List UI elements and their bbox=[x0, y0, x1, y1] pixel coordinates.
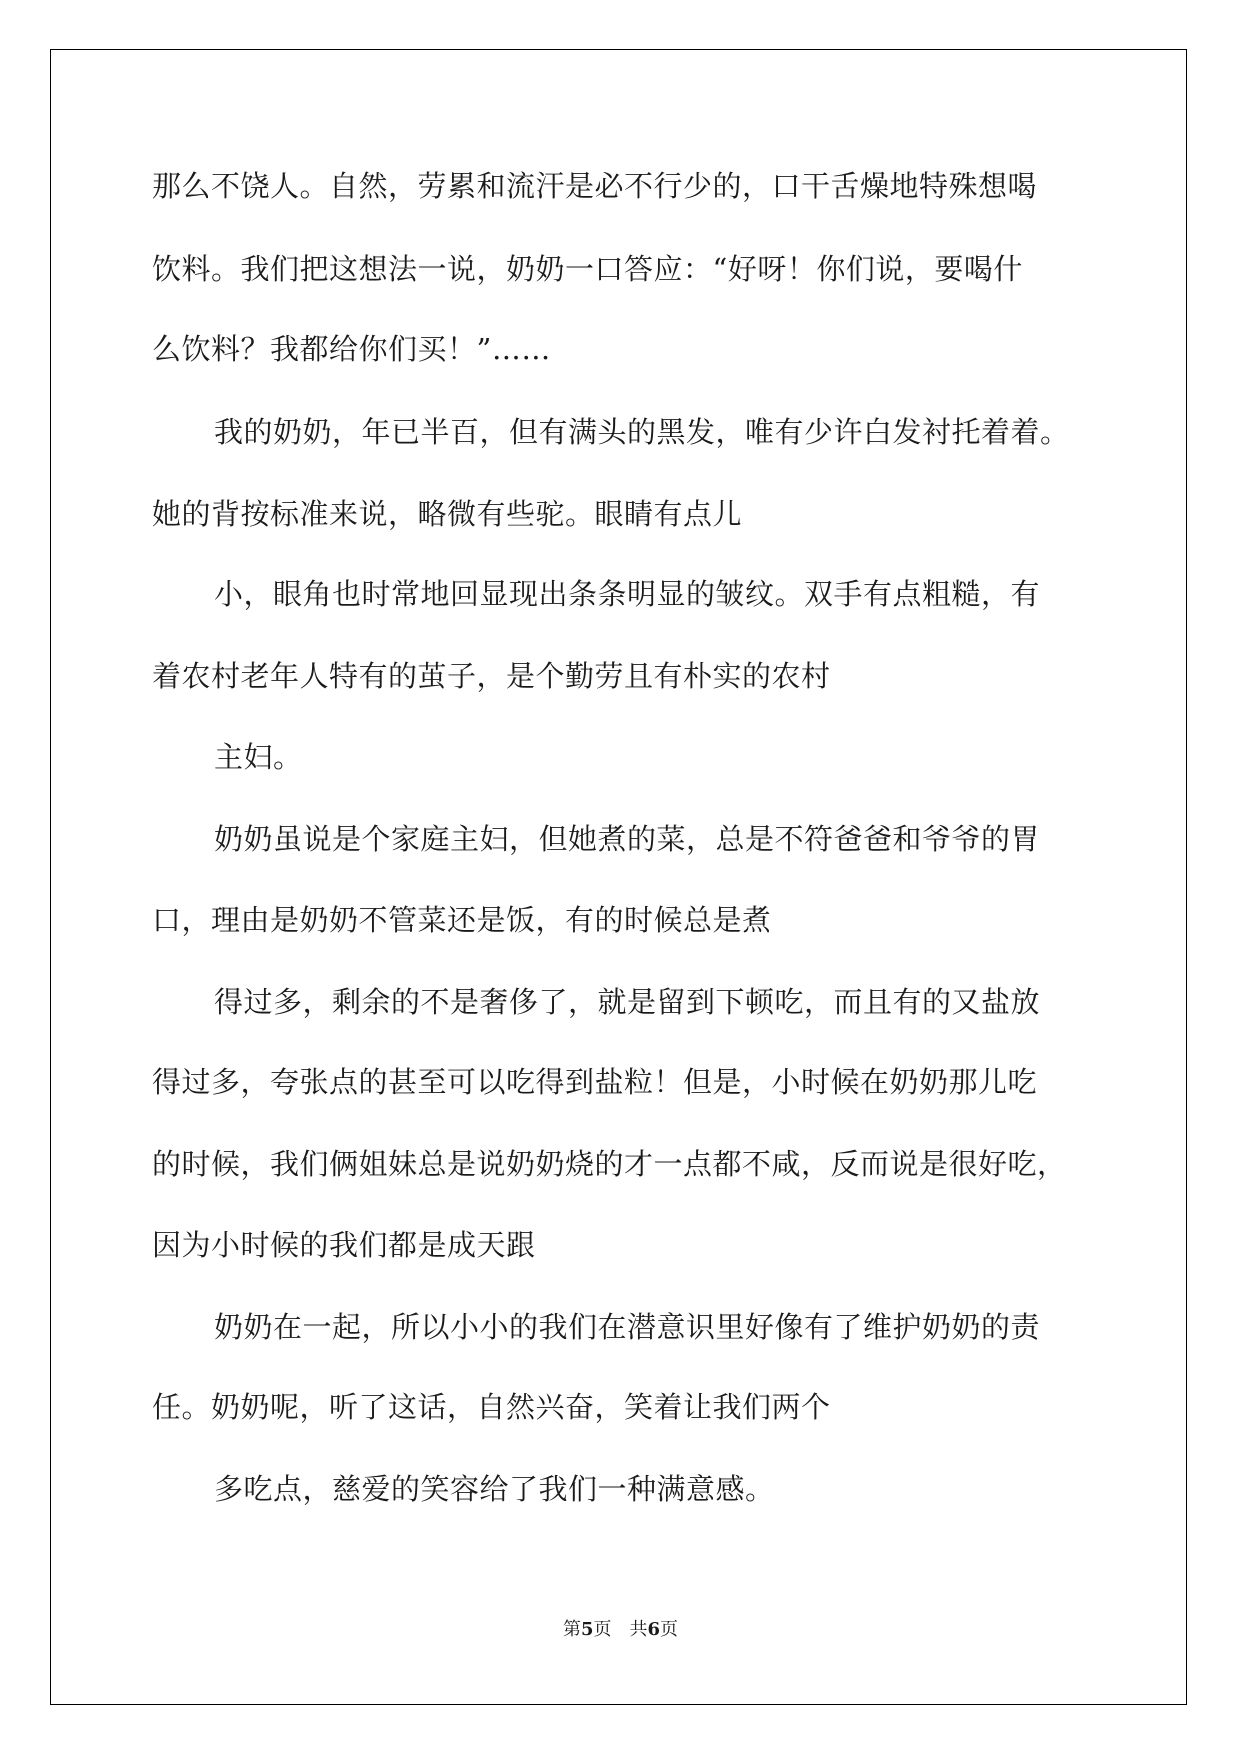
text-line: 多吃点，慈爱的笑容给了我们一种满意感。 bbox=[214, 1472, 775, 1506]
page-footer bbox=[0, 1615, 1241, 1641]
text-line: 奶奶在一起，所以小小的我们在潜意识里好像有了维护奶奶的责 bbox=[214, 1310, 1041, 1344]
text-line: 主妇。 bbox=[214, 740, 303, 774]
text-line: 奶奶虽说是个家庭主妇，但她煮的菜，总是不符爸爸和爷爷的胃 bbox=[214, 822, 1041, 856]
text-line: 小，眼角也时常地回显现出条条明显的皱纹。双手有点粗糙，有 bbox=[214, 577, 1041, 611]
text-line: 么饮料？我都给你们买！”…… bbox=[152, 332, 551, 366]
text-line: 她的背按标准来说，略微有些驼。眼睛有点儿 bbox=[152, 497, 743, 531]
text-line: 着农村老年人特有的茧子，是个勤劳且有朴实的农村 bbox=[152, 659, 831, 693]
text-line: 口，理由是奶奶不管菜还是饭，有的时候总是煮 bbox=[152, 903, 772, 937]
text-line: 任。奶奶呢，听了这话，自然兴奋，笑着让我们两个 bbox=[152, 1390, 831, 1424]
text-line: 饮料。我们把这想法一说，奶奶一口答应：“好呀！你们说，要喝什 bbox=[152, 252, 1023, 286]
footer-suffix: 页 bbox=[660, 1619, 679, 1640]
footer-prefix: 第 bbox=[562, 1619, 581, 1640]
text-line: 得过多，剩余的不是奢侈了，就是留到下顿吃，而且有的又盐放 bbox=[214, 985, 1041, 1019]
text-line: 得过多，夸张点的甚至可以吃得到盐粒！但是，小时候在奶奶那儿吃 bbox=[152, 1065, 1038, 1099]
text-line: 我的奶奶，年已半百，但有满头的黑发，唯有少许白发衬托着着。 bbox=[214, 415, 1070, 449]
footer-page-number: 5 bbox=[580, 1619, 594, 1640]
footer-total-pages: 6 bbox=[647, 1619, 661, 1640]
text-line: 那么不饶人。自然，劳累和流汗是必不行少的，口干舌燥地特殊想喝 bbox=[152, 169, 1038, 203]
text-line: 的时候，我们俩姐妹总是说奶奶烧的才一点都不咸，反而说是很好吃， bbox=[152, 1147, 1067, 1181]
text-line: 因为小时候的我们都是成天跟 bbox=[152, 1228, 536, 1262]
footer-mid: 页 共 bbox=[593, 1619, 648, 1640]
